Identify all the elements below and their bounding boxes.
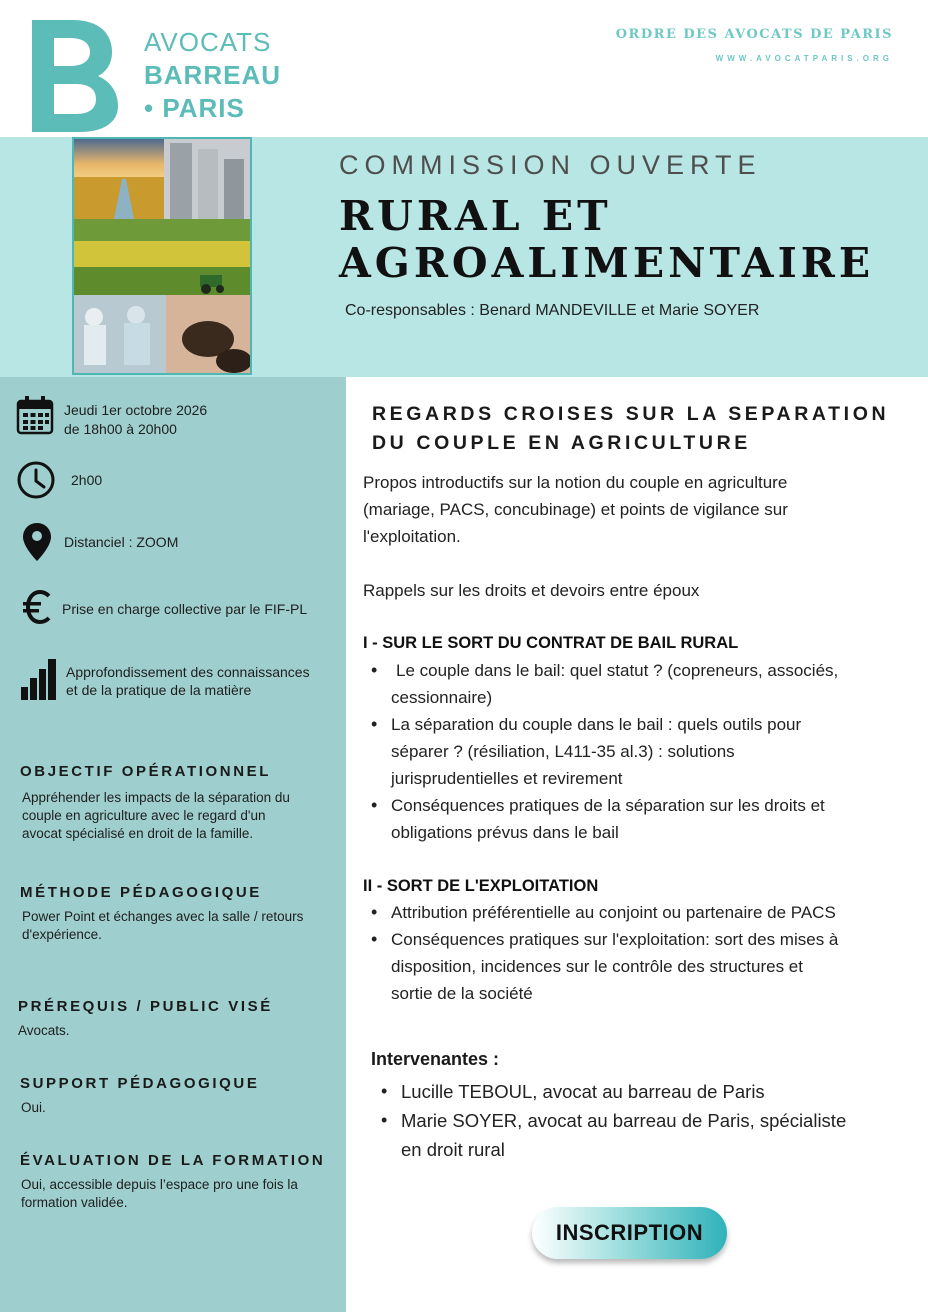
logo-text-barreau: BARREAU — [144, 60, 281, 90]
section-1-title: I - SUR LE SORT DU CONTRAT DE BAIL RURAL — [363, 634, 739, 652]
evaluation-line: formation validée. — [21, 1195, 128, 1210]
objectif-line: couple en agriculture avec le regard d'un — [22, 808, 266, 823]
hero-title-line-2: AGROALIMENTAIRE — [339, 239, 875, 287]
list-item-line: sortie de la société — [391, 984, 533, 1003]
list-item-line: cessionnaire) — [391, 688, 493, 707]
list-item-line: disposition, incidences sur le contrôle des structures et — [391, 957, 803, 976]
speakers-title: Intervenantes : — [371, 1049, 500, 1069]
section-2-title: II - SORT DE L'EXPLOITATION — [363, 877, 599, 895]
list-item-line: séparer ? (résiliation, L411-35 al.3) : solutions — [391, 742, 735, 761]
list-item-line: • Le couple dans le bail: quel statut ? (copreneurs, associés, — [396, 661, 839, 680]
list-item-line: • Conséquences pratiques sur l'exploitation: sort des mises à — [391, 930, 839, 949]
methode-heading: MÉTHODE PÉDAGOGIQUE — [20, 884, 262, 901]
evaluation-line: Oui, accessible depuis l’espace pro une fois la — [21, 1177, 298, 1192]
event-time: de 18h00 à 20h00 — [64, 421, 177, 437]
program-heading-line-2: DU COUPLE EN AGRICULTURE — [372, 432, 751, 454]
list-item — [363, 926, 908, 1007]
euro-icon — [22, 590, 54, 624]
objectif-heading: OBJECTIF OPÉRATIONNEL — [20, 763, 271, 780]
support-heading: SUPPORT PÉDAGOGIQUE — [20, 1075, 260, 1092]
rappel-paragraph: Rappels sur les droits et devoirs entre époux — [363, 581, 700, 600]
org-name: ORDRE DES AVOCATS DE PARIS — [615, 27, 893, 42]
speaker-item — [373, 1077, 903, 1106]
speaker-line: • Lucille TEBOUL, avocat au barreau de Paris — [401, 1081, 765, 1102]
logo-text-paris: • PARIS — [144, 93, 245, 123]
objectif-line: Appréhender les impacts de la séparation du — [22, 790, 290, 805]
list-item — [363, 711, 908, 792]
event-date: Jeudi 1er octobre 2026 — [64, 402, 208, 418]
event-duration: 2h00 — [71, 472, 103, 488]
list-item — [363, 792, 908, 846]
list-item-line: • Attribution préférentielle au conjoint ou partenaire de PACS — [391, 903, 836, 922]
list-item — [363, 657, 908, 711]
speaker-line: en droit rural — [401, 1139, 505, 1160]
objectif-line: avocat spécialisé en droit de la famille. — [22, 826, 254, 841]
speaker-item — [373, 1106, 903, 1164]
support-text — [21, 1099, 339, 1117]
evaluation-heading: ÉVALUATION DE LA FORMATION — [20, 1152, 326, 1169]
info-sidebar — [0, 377, 346, 1312]
event-funding: Prise en charge collective par le FIF-PL — [62, 601, 308, 617]
hero-title-line-1: RURAL ET — [339, 192, 612, 240]
list-item-line: • La séparation du couple dans le bail : quels outils pour — [391, 715, 802, 734]
intro-paragraph — [363, 469, 908, 550]
org-url-link[interactable]: WWW.AVOCATPARIS.ORG — [715, 54, 893, 63]
page-header — [0, 0, 928, 137]
agriculture-photo-collage — [72, 137, 252, 375]
event-level-line-2: et de la pratique de la matière — [66, 682, 252, 698]
intro-line: Propos introductifs sur la notion du couple en agriculture — [363, 473, 788, 492]
photo-collage-image — [74, 139, 250, 373]
section-2-list — [363, 899, 908, 1007]
program-heading — [372, 400, 912, 458]
list-item-line: • Conséquences pratiques de la séparation sur les droits et — [391, 796, 825, 815]
calendar-icon — [16, 395, 54, 435]
methode-line: d'expérience. — [22, 927, 102, 942]
list-item-line: jurisprudentielles et revirement — [391, 769, 623, 788]
prerequis-text — [18, 1022, 336, 1040]
event-level-line-1: Approfondissement des connaissances — [66, 664, 310, 680]
evaluation-text — [21, 1176, 339, 1212]
intro-line: l'exploitation. — [363, 527, 461, 546]
barreau-logo-b-icon — [28, 16, 120, 134]
program-heading-line-1: REGARDS CROISES SUR LA SEPARATION — [372, 403, 890, 425]
objectif-text — [22, 789, 340, 843]
intro-line: (mariage, PACS, concubinage) et points de vigilance sur — [363, 500, 788, 519]
prerequis-line: Avocats. — [18, 1023, 70, 1038]
co-responsables: Co-responsables : Benard MANDEVILLE et Marie SOYER — [345, 302, 760, 319]
list-item-line: obligations prévus dans le bail — [391, 823, 619, 842]
prerequis-heading: PRÉREQUIS / PUBLIC VISÉ — [18, 998, 273, 1015]
clock-icon — [16, 460, 56, 500]
support-line: Oui. — [21, 1100, 46, 1115]
speaker-line: • Marie SOYER, avocat au barreau de Paris, spécialiste — [401, 1110, 847, 1131]
speakers-list — [373, 1077, 903, 1164]
location-pin-icon — [22, 522, 52, 562]
list-item — [363, 899, 908, 926]
methode-line: Power Point et échanges avec la salle / retours — [22, 909, 304, 924]
logo-text-avocats: AVOCATS — [144, 27, 272, 57]
hero-kicker: COMMISSION OUVERTE — [339, 150, 762, 180]
inscription-button[interactable]: INSCRIPTION — [532, 1207, 727, 1259]
level-bars-icon — [20, 657, 58, 701]
section-1-list — [363, 657, 908, 846]
methode-text — [22, 908, 340, 944]
event-location: Distanciel : ZOOM — [64, 534, 179, 550]
